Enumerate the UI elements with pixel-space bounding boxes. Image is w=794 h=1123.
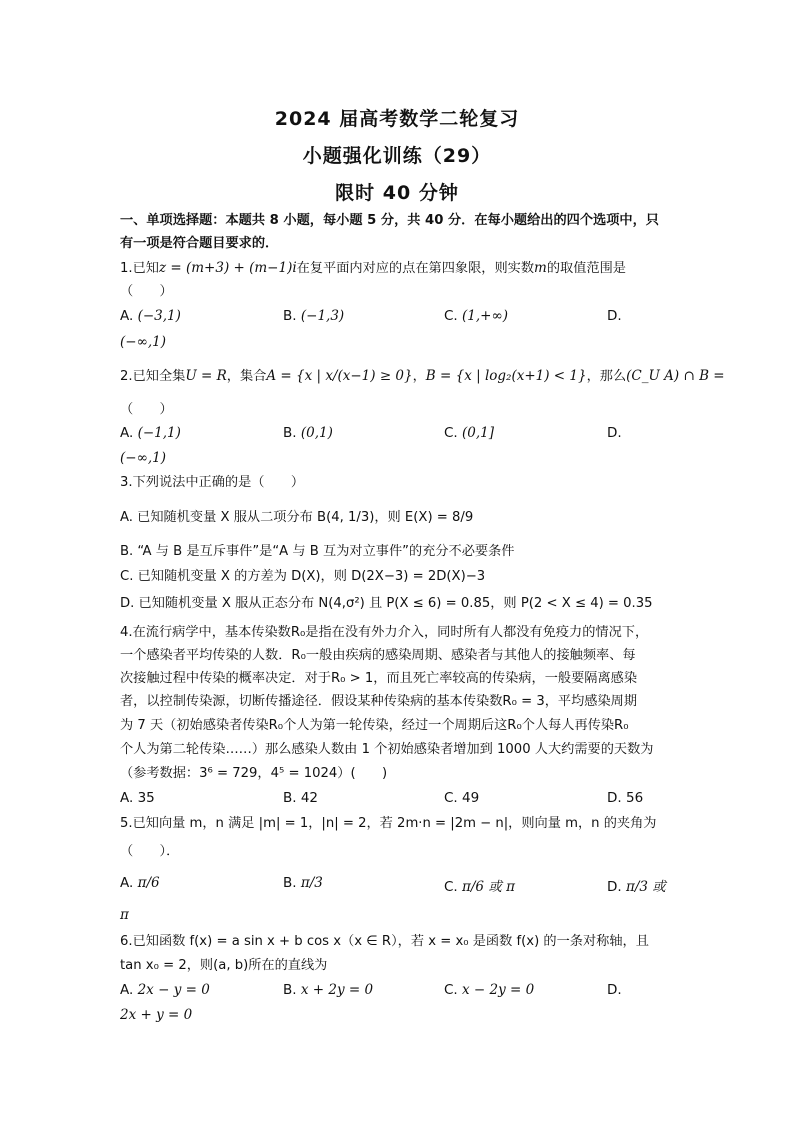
q2-option-d: (−∞,1) bbox=[120, 450, 166, 466]
q4-line-2: 一个感染者平均传染的人数．R₀一般由疾病的感染周期、感染者与其他人的接触频率、每 bbox=[120, 648, 636, 663]
q5-option-b: B. π/3 bbox=[283, 875, 323, 891]
q5-option-c: C. π/6 或 π bbox=[444, 879, 515, 895]
title-line-1: 2024 届高考数学二轮复习 bbox=[274, 108, 520, 130]
q2-paren: （ ） bbox=[120, 402, 173, 417]
q5-option-d-cont: π bbox=[120, 907, 129, 923]
q6-option-b: B. x + 2y = 0 bbox=[283, 982, 374, 998]
q2-option-a: A. (−1,1) bbox=[120, 425, 181, 441]
q5-paren: （ ）． bbox=[120, 844, 180, 859]
q4-option-b: B. 42 bbox=[283, 790, 319, 806]
q1-option-c: C. (1,+∞) bbox=[444, 308, 508, 324]
q1-option-d: (−∞,1) bbox=[120, 334, 166, 350]
q3-option-a: A. 已知随机变量 X 服从二项分布 B(4, 1/3)，则 E(X) = 8/9 bbox=[120, 510, 474, 525]
q3-option-c: C. 已知随机变量 X 的方差为 D(X)，则 D(2X−3) = 2D(X)−3 bbox=[120, 569, 486, 584]
q5-stem: 5.已知向量 m，n 满足 |m| = 1，|n| = 2，若 2m·n = |2m − n|，则向量 m，n 的夹角为 bbox=[120, 816, 657, 831]
q2-option-c: C. (0,1] bbox=[444, 425, 495, 441]
q5-option-d: D. π/3 或 bbox=[607, 879, 666, 895]
q4-option-c: C. 49 bbox=[444, 790, 480, 806]
section-header: 一、单项选择题：本题共 8 小题，每小题 5 分，共 40 分．在每小题给出的四个选项中，只 bbox=[120, 213, 659, 228]
q1-paren: （ ） bbox=[120, 284, 173, 299]
q6-option-a: A. 2x − y = 0 bbox=[120, 982, 210, 998]
q4-line-5: 为 7 天（初始感染者传染R₀个人为第一轮传染，经过一个周期后这R₀个人每人再传染R₀ bbox=[120, 718, 629, 733]
q4-line-7: （参考数据：3⁶ = 729，4⁵ = 1024）( ) bbox=[120, 766, 388, 781]
q4-line-3: 次接触过程中传染的概率决定．对于R₀ > 1，而且死亡率较高的传染病，一般要隔离感染 bbox=[120, 671, 638, 686]
q1-option-d-label: D. bbox=[607, 308, 622, 324]
q6-option-d: 2x + y = 0 bbox=[120, 1007, 193, 1023]
q2-stem: 2.已知全集U = R，集合A = {x | x/(x−1) ≥ 0}，B = {x | log₂(x+1) < 1}，那么(C_U A) ∩ B = bbox=[120, 368, 725, 384]
q1-stem: 1.已知z = (m+3) + (m−1)i在复平面内对应的点在第四象限，则实数m的取值范围是 bbox=[120, 260, 626, 276]
q3-stem: 3.下列说法中正确的是（ ） bbox=[120, 475, 305, 490]
q6-option-d-label: D. bbox=[607, 982, 622, 998]
q4-option-d: D. 56 bbox=[607, 790, 644, 806]
q6-option-c: C. x − 2y = 0 bbox=[444, 982, 535, 998]
q3-option-b: B. “A 与 B 是互斥事件”是“A 与 B 互为对立事件”的充分不必要条件 bbox=[120, 544, 515, 559]
q4-line-4: 者，以控制传染源，切断传播途径．假设某种传染病的基本传染数R₀ = 3，平均感染周期 bbox=[120, 694, 638, 709]
q1-option-a: A. (−3,1) bbox=[120, 308, 181, 324]
q6-line-2: tan x₀ = 2，则(a, b)所在的直线为 bbox=[120, 958, 328, 973]
q2-option-b: B. (0,1) bbox=[283, 425, 333, 441]
q3-option-d: D. 已知随机变量 X 服从正态分布 N(4,σ²) 且 P(X ≤ 6) = 0.85，则 P(2 < X ≤ 4) = 0.35 bbox=[120, 596, 653, 611]
title-line-3: 限时 40 分钟 bbox=[335, 182, 459, 204]
q6-line-1: 6.已知函数 f(x) = a sin x + b cos x（x ∈ R），若 x = x₀ 是函数 f(x) 的一条对称轴，且 bbox=[120, 934, 649, 949]
section-header-cont: 有一项是符合题目要求的． bbox=[120, 236, 279, 251]
q4-option-a: A. 35 bbox=[120, 790, 155, 806]
q1-option-b: B. (−1,3) bbox=[283, 308, 345, 324]
q2-option-d-label: D. bbox=[607, 425, 622, 441]
q4-line-1: 4.在流行病学中，基本传染数R₀是指在没有外力介入，同时所有人都没有免疫力的情况下， bbox=[120, 625, 649, 640]
q4-line-6: 个人为第二轮传染……）那么感染人数由 1 个初始感染者增加到 1000 人大约需要的天数为 bbox=[120, 742, 654, 757]
title-line-2: 小题强化训练（29） bbox=[302, 145, 492, 167]
q5-option-a: A. π/6 bbox=[120, 875, 160, 891]
